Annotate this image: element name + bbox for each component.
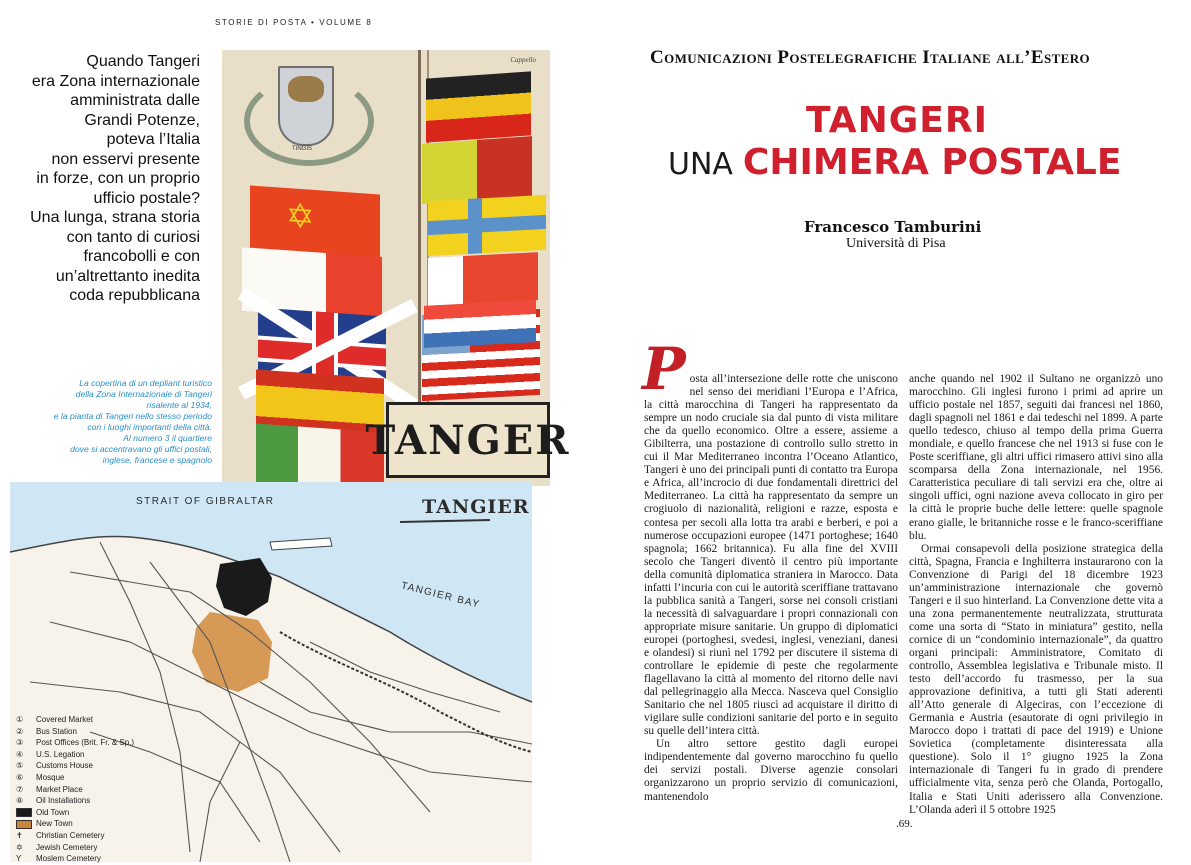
artist-signature: Cappello: [510, 56, 536, 64]
caption-line: dove si accentravano gli uffici postali,: [70, 444, 212, 454]
legend-item: Y Moslem Cemetery: [16, 854, 101, 864]
flag-star: [250, 185, 380, 258]
intro-line: Una lunga, strana storia: [30, 209, 200, 226]
legend-item: ✡ Jewish Cemetery: [16, 842, 98, 852]
article-title-line2: UNA CHIMERA POSTALE: [668, 142, 1122, 183]
legend-item: ③ Post Offices (Brit. Fr. & Sp.): [16, 738, 135, 748]
paragraph: Ormai consapevoli della posizione strategica della città, Spagna, Francia e Inghilterra instaurarono con la Convenzione di Parigi del 18 dicembre 1923 un’amministrazione internazionale che governò Tangeri e il suo hinterland. La Convenzione dette vita a una zona permanentemente neutralizzata, strutturata come una sorta di “Stato in miniatura” gestito, nella cornice di un “condominio internazionale”, da quattro organi principali: Amministratore, Comitato di controllo, Assemblea legislativa e Tribunale misto. Il testo dell’accordo fu trasmesso, per la sua approvazione definitiva, a tutti gli Stati aderenti all’Atto generale di Algeciras, con l’eccezione di Germania e Austria (esautorate di ogni privilegio in Marocco dopo i trattati di pace del 1919) e Unione Sovietica (completamente disinteressata alla questione). Solo il 1° giugno 1925 la Zona internazionale di Tangeri fu in grado di prendere ufficialmente vita, senza però che Olanda, Portogallo, Italia e Stati Uniti aderissero alla Convenzione. L’Olanda aderì il 5 ottobre 1925: [909, 542, 1163, 816]
moslem-cemetery-icon: Y: [16, 854, 22, 864]
flag-portugal: [428, 252, 538, 306]
right-page: [596, 0, 1191, 865]
old-town-swatch: [16, 808, 32, 817]
map-legend: [16, 714, 134, 865]
legend-item: ② Bus Station: [16, 726, 77, 736]
article-title-line1: TANGERI: [806, 100, 989, 141]
caption-line: della Zona Internazionale di Tangeri: [75, 389, 212, 399]
intro-line: francobolli e con: [83, 248, 200, 265]
cross-icon: ✝: [16, 830, 23, 840]
flag-netherlands: [424, 300, 536, 348]
star-of-david-icon: ✡: [16, 842, 23, 852]
intro-line: Grandi Potenze,: [84, 111, 200, 129]
drop-cap: P: [642, 335, 686, 403]
caption-line: e la pianta di Tangeri nello stesso periodo: [53, 411, 212, 421]
caption-line: con i luoghi importanti della città.: [87, 422, 212, 432]
paragraph: Posta all’intersezione delle rotte che uniscono nel senso dei meridiani l’Europa e l’Africa, la città marocchina di Tangeri ha rappresentato da sempre un nodo cruciale sia dal punto di vista militare che da quello economico. Oltre a essere, assieme a Gibilterra, una postazione di controllo sullo stretto in cui il Mar Mediterraneo incontra l’Oceano Atlantico, Tangeri è uno dei principali punti di contatto tra Europa e Africa, all’incrocio di due fondamentali direttrici del Mediterraneo. La città ha rappresentato da sempre un crogiuolo di nazionalità, religioni e razze, esposta e contesa per secoli alla lotta tra arabi e berberi, e poi a numerose occupazioni europee (1471 portoghese; 1640 spagnola; 1662 britannica). Fu alla fine del XVIII secolo che Tangeri diventò il centro più importante della comunità diplomatica straniera in Marocco. Data infatti l’incuria con cui le autorità sceriffiane trattavano la pubblica sanità a Tangeri, sorse nei consoli cristiani la necessità di salvaguardare i propri connazionali con appropriate misure sanitarie. Un gruppo di diplomatici europei (portoghesi, svedesi, inglesi, veneziani, danesi e olandesi) si riunì nel 1792 per discutere il sistema di controllare le epidemie di peste che regolarmente flagellavano la città al momento del ritorno delle navi dal pellegrinaggio alla Mecca. Nasceva quel Consiglio Sanitario che nel 1805 riuscì ad acquistare il diritto di vigilare sulle condizioni sanitarie del porto e in seguito su quelle dell’intera città.: [642, 335, 898, 738]
crest-motto: TINGIS: [292, 146, 313, 152]
legend-item: ④ U.S. Legation: [16, 749, 85, 759]
legend-item: ✝ Christian Cemetery: [16, 830, 105, 840]
text-column-1: [642, 335, 898, 804]
legend-item: ⑧ Oil Installations: [16, 796, 91, 806]
brochure-cover-image: [222, 50, 571, 486]
intro-line: Quando Tangeri: [86, 53, 200, 70]
tanger-label: TANGER: [386, 402, 550, 478]
legend-item: ⑥ Mosque: [16, 772, 65, 782]
paragraph: anche quando nel 1902 il Sultano ne organizzò uno marocchino. Gli inglesi furono i primi ad aprire un ufficio postale nel 1857, seguiti dai francesi nel 1860, dagli spagnoli nel 1861 e dai tedeschi nel 1899. A parte quello tedesco, chiuso al tempo della prima Guerra mondiale, e quello francese che nel 1913 si fuse con le Poste sceriffiane, gli altri uffici rimasero attivi sino alla scomparsa della Zona internazionale, nel 1956. Caratteristica peculiare di tali servizi era che, oltre ai singoli uffici, ogni nazione aveva collocato in giro per la città le proprie buche delle lettere: quelle spagnole erano gialle, le britanniche rosse e le franco-sceriffiane blu.: [909, 373, 1163, 542]
flag-sweden: [428, 195, 546, 256]
intro-line: in forze, con un proprio: [36, 170, 200, 187]
map-title: TANGIER: [422, 496, 530, 518]
intro-line: ufficio postale?: [93, 189, 200, 207]
map-bay-label: TANGIER BAY: [399, 580, 482, 611]
intro-line: un’altrettanto inedita: [55, 267, 200, 285]
legend-item: ⑤ Customs House: [16, 761, 93, 771]
flag-belgium: [426, 71, 531, 142]
author-name: Francesco Tamburini: [804, 218, 982, 236]
legend-item: New Town: [16, 818, 134, 830]
legend-item: ⑦ Market Place: [16, 784, 83, 794]
caption-line: risalente al 1934,: [146, 400, 212, 410]
flag-morocco: [422, 136, 532, 204]
running-head: STORIE DI POSTA • VOLUME 8: [215, 18, 373, 27]
new-town-swatch: [16, 820, 32, 829]
star-icon: ✡: [286, 197, 315, 237]
intro-line: poteva l’Italia: [106, 131, 200, 148]
legend-item: ① Covered Market: [16, 715, 93, 724]
page-number: .69.: [896, 818, 913, 830]
legend-item: Old Town: [16, 807, 134, 819]
caption-line: inglese, francese e spagnolo: [102, 455, 212, 465]
intro-text: [20, 52, 200, 306]
author-affiliation: Università di Pisa: [846, 236, 946, 251]
paragraph: Un altro settore gestito dagli europei indipendentemente dal governo marocchino fu quello dei servizi postali. Diverse agenzie consolari organizzarono un proprio servizio di comunicazioni, mantenendolo: [644, 738, 898, 803]
figure-caption: [24, 378, 212, 466]
intro-line: amministrata dalle: [70, 92, 200, 109]
map-strait-label: STRAIT OF GIBRALTAR: [136, 496, 275, 507]
text-column-2: [909, 373, 1163, 817]
flag-pole: [418, 50, 421, 450]
tangier-map: [10, 482, 532, 862]
shield-emblem: [278, 66, 334, 146]
intro-line: era Zona internazionale: [31, 72, 200, 90]
intro-line: coda repubblicana: [69, 287, 200, 304]
section-kicker: Comunicazioni Postelegrafiche Italiane all’Estero: [650, 47, 1091, 68]
coat-of-arms: [238, 52, 368, 160]
caption-line: Al numero 3 il quartiere: [123, 433, 212, 443]
intro-line: con tanto di curiosi: [66, 228, 200, 246]
caption-line: La copertina di un depliant turistico: [79, 378, 212, 388]
intro-line: non esservi presente: [51, 150, 200, 168]
